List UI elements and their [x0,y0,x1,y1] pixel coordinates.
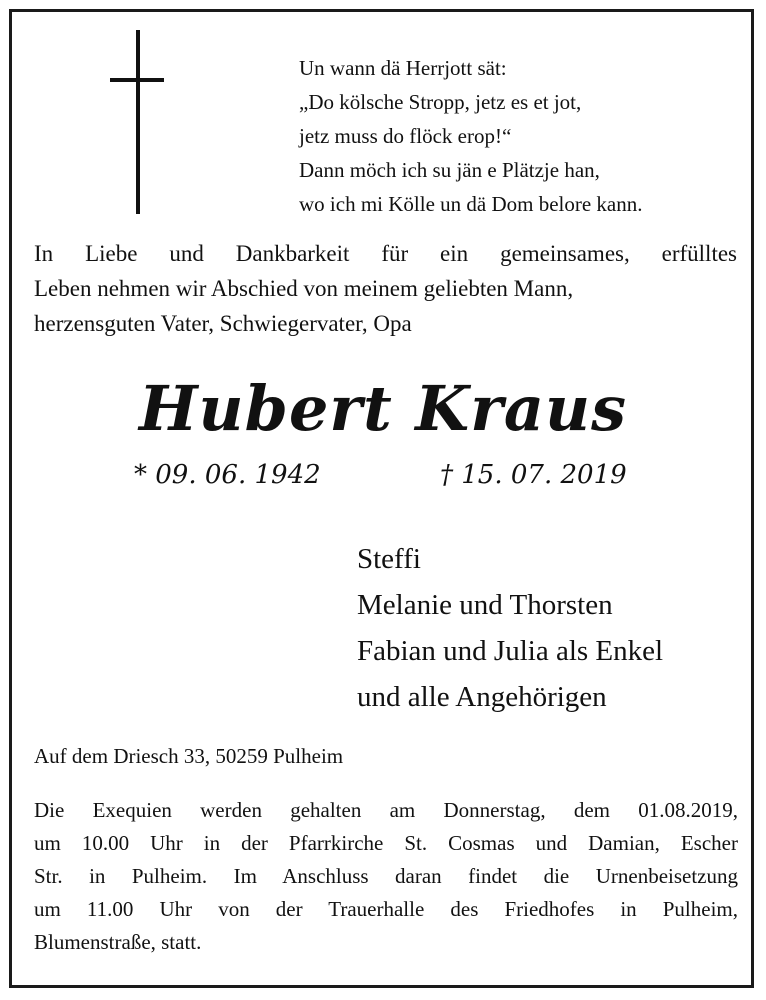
poem-line: „Do kölsche Stropp, jetz es et jot, [299,90,582,114]
intro-line: In Liebe und Dankbarkeit für ein gemeinsames, erfülltes [34,241,737,266]
mourner-line: Melanie und Thorsten [357,589,613,621]
poem-line: Un wann dä Herrjott sät: [299,56,507,80]
service-line: um 10.00 Uhr in der Pfarrkirche St. Cosmas und Damian, Escher [34,831,738,855]
poem-line: Dann möch ich su jän e Plätzje han, [299,158,600,182]
deceased-name: Hubert Kraus [138,372,628,445]
poem-line: jetz muss do flöck erop!“ [299,124,512,148]
service-line: Str. in Pulheim. Im Anschluss daran findet die Urnenbeisetzung [34,864,738,888]
service-line: Blumenstraße, statt. [34,930,202,954]
mourner-line: und alle Angehörigen [357,681,607,713]
service-details [34,794,738,959]
intro-line: herzensguten Vater, Schwiegervater, Opa [34,311,412,336]
mourner-line: Fabian und Julia als Enkel [357,635,664,667]
cross-icon [136,30,140,214]
cross-icon-bar [110,78,164,82]
service-line: um 11.00 Uhr von der Trauerhalle des Friedhofes in Pulheim, [34,897,738,921]
intro-line: Leben nehmen wir Abschied von meinem geliebten Mann, [34,276,574,301]
death-date: † 15. 07. 2019 [440,460,627,490]
mourners-list [357,536,663,720]
intro-text [34,236,737,341]
mourner-line: Steffi [357,543,421,575]
birth-date: * 09. 06. 1942 [134,460,321,490]
service-line: Die Exequien werden gehalten am Donnerstag, dem 01.08.2019, [34,798,738,822]
family-address: Auf dem Driesch 33, 50259 Pulheim [34,744,344,768]
poem [299,51,643,221]
poem-line: wo ich mi Kölle un dä Dom belore kann. [299,192,643,216]
